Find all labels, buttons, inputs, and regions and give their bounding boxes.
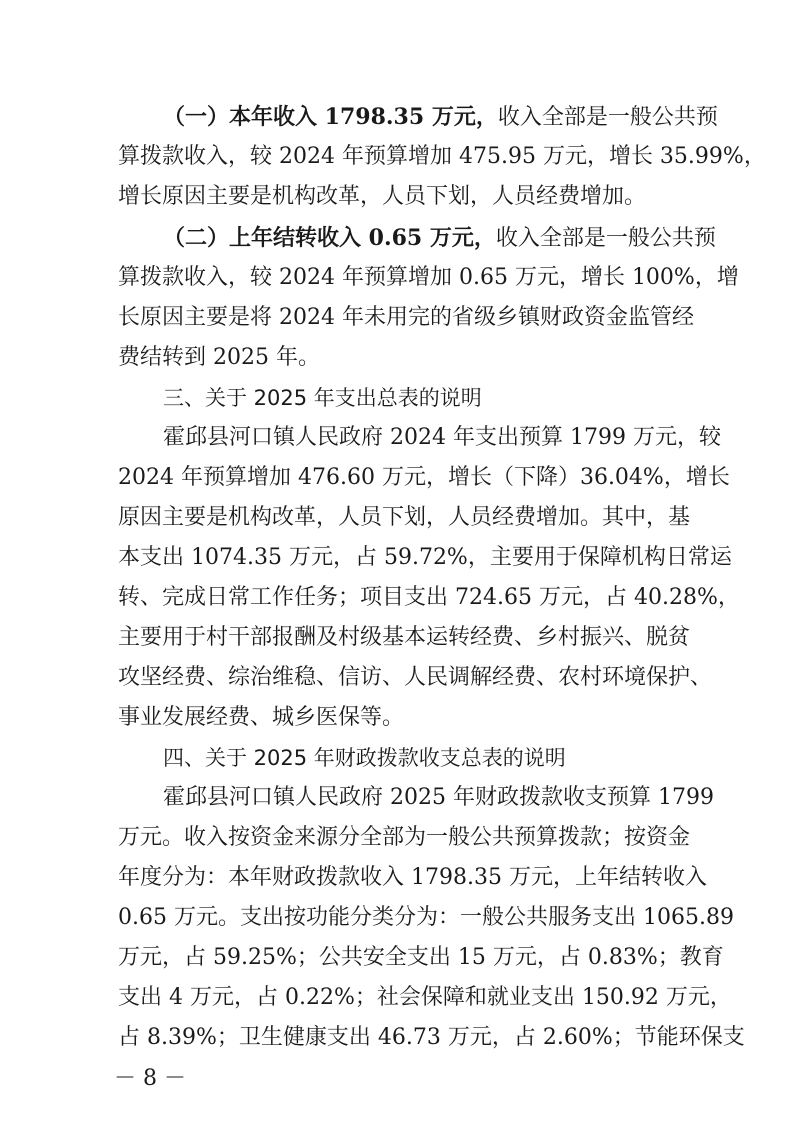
para2-line3: 长原因主要是将 2024 年未用完的省级乡镇财政资金监管经 [118, 305, 694, 330]
para1-line1 [163, 97, 718, 137]
para3-line3: 原因主要是机构改革，人员下划，人员经费增加。其中，基 [118, 505, 691, 530]
para2-heading: （二）上年结转收入 0.65 万元， [163, 225, 496, 251]
section-heading-3: 三、关于 2025 年支出总表的说明 [163, 386, 482, 410]
para1-heading: （一）本年收入 1798.35 万元， [163, 104, 498, 130]
para1-line3: 增长原因主要是机构改革，人员下划，人员经费增加。 [118, 184, 647, 209]
para2-line1-text: 收入全部是一般公共预 [495, 226, 716, 251]
para4-line2: 万元。收入按资金来源分全部为一般公共预算拨款；按资金 [118, 825, 691, 850]
para2-line2: 算拨款收入，较 2024 年预算增加 0.65 万元，增长 100%，增 [118, 265, 739, 290]
para3-line8: 事业发展经费、城乡医保等。 [118, 705, 405, 730]
para4-line1: 霍邱县河口镇人民政府 2025 年财政拨款收支预算 1799 [163, 785, 714, 810]
para3-line6: 主要用于村干部报酬及村级基本运转经费、乡村振兴、脱贫 [118, 625, 691, 650]
para4-line6: 支出 4 万元，占 0.22%；社会保障和就业支出 150.92 万元， [118, 985, 732, 1010]
page-number: － 8 － [114, 1066, 186, 1091]
para3-line5: 转、完成日常工作任务；项目支出 724.65 万元，占 40.28%， [118, 585, 740, 610]
para3-line2: 2024 年预算增加 476.60 万元，增长（下降）36.04%，增长 [118, 465, 730, 490]
para3-line7: 攻坚经费、综治维稳、信访、人民调解经费、农村环境保护、 [118, 665, 713, 690]
para2-line4: 费结转到 2025 年。 [118, 345, 320, 370]
para4-line5: 万元，占 59.25%；公共安全支出 15 万元，占 0.83%；教育 [118, 945, 724, 970]
section-heading-4: 四、关于 2025 年财政拨款收支总表的说明 [163, 746, 566, 770]
para1-line2: 算拨款收入，较 2024 年预算增加 475.95 万元，增长 35.99%， [118, 144, 766, 169]
para4-line3: 年度分为：本年财政拨款收入 1798.35 万元，上年结转收入 [118, 865, 707, 890]
para4-line7: 占 8.39%；卫生健康支出 46.73 万元，占 2.60%；节能环保支 [118, 1025, 745, 1050]
para2-line1 [163, 218, 716, 258]
para3-line1: 霍邱县河口镇人民政府 2024 年支出预算 1799 万元，较 [163, 425, 721, 450]
para3-line4: 本支出 1074.35 万元，占 59.72%，主要用于保障机构日常运 [118, 545, 732, 570]
para4-line4: 0.65 万元。支出按功能分类分为：一般公共服务支出 1065.89 [118, 905, 734, 930]
para1-line1-text: 收入全部是一般公共预 [497, 105, 718, 130]
